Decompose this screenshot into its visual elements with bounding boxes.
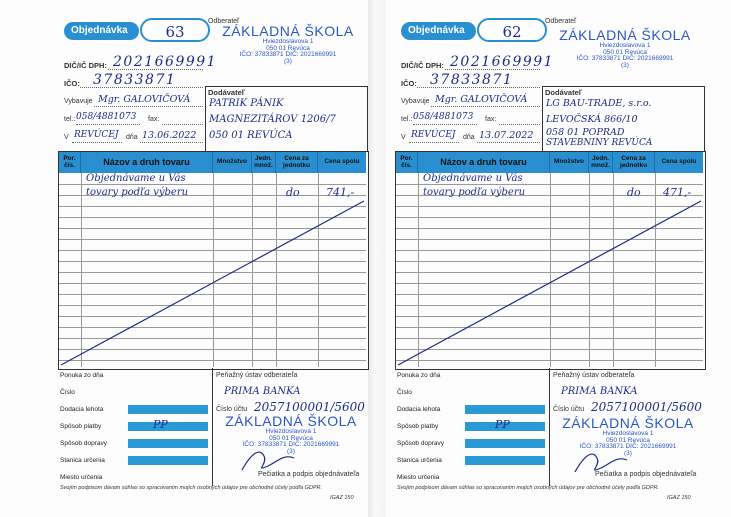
fax-label: fax: [485,116,497,123]
cislo-uctu-label: Číslo účtu [216,406,248,413]
dic-dph-label: DIČ/IČ DPH: [64,61,107,70]
stamp-city: 050 01 Revúca [269,434,313,442]
odberatel-label: Odberateľ [208,18,240,25]
stanica-label: Stanica určenia [397,457,442,464]
cislo-uctu-label: Číslo účtu [553,406,585,413]
dodavatel-label: Dodávateľ [208,88,245,97]
penazny-label: Peňažný ústav odberateľa [553,372,635,379]
dodavatel-line2: MAGNEZITÁROV 1206/7 [209,114,336,125]
v-label: V [401,134,406,141]
col-jedn: Jedn. množ. [252,152,276,173]
order-form-62 [395,6,705,506]
cislo-label: Číslo [60,389,75,396]
form-code: IGAZ 150 [330,495,354,501]
vybavuje-value: Mgr. GALOVIČOVÁ [435,94,528,105]
peciatka-label: Pečiatka a podpis objednávateľa [595,471,697,478]
col-cena-spolu: Cena spolu [661,158,697,166]
tel-label: tel.: [64,116,76,123]
penazny-value: PRIMA BANKA [224,386,301,397]
order-number-label: Objednávka č.: [401,22,476,40]
miesto-label: Miesto určenia [397,474,440,481]
miesto-row [60,470,210,486]
cislo-row [60,385,210,401]
dodavatel-line2: LEVOČSKÁ 866/10 [546,114,638,125]
gdpr-note: Svojím podpisom dávam súhlas so spracovaním mojich osobných údajov pre obchodné účely podľa GDPR. [397,485,660,491]
dodacia-row [397,402,547,418]
sposob-platby-row [60,419,210,435]
dodacia-row [60,402,210,418]
order-number-value: 63 [140,18,210,42]
col-nazov: Názov a druh tovaru [418,152,550,173]
stanica-label: Stanica určenia [60,457,105,464]
school-street: Hviezdoslavova 1 [262,37,314,45]
col-cena-spolu: Cena spolu [324,158,360,166]
school-ids: IČO: 37833871 DIČ: 2021669991 [576,55,674,63]
ponuka-label: Ponuka zo dňa [60,372,104,379]
school-ids: IČO: 37833871 DIČ: 2021669991 [239,51,337,59]
ponuka-label: Ponuka zo dňa [397,372,441,379]
tel-label: tel.: [401,116,413,123]
school-street: Hviezdoslavova 1 [599,41,651,49]
vybavuje-label: Vybavuje [64,98,93,105]
stanica-row [60,453,210,469]
school-city: 050 01 Revúca [266,44,310,52]
table-grid [59,173,366,367]
school-name: ZÁKLADNÁ ŠKOLA [559,27,691,43]
school-code: (3) [621,62,629,70]
fax-label: fax: [148,116,160,123]
stamp-code: (3) [287,448,295,456]
dodavatel-line1: PATRIK PÁNIK [209,98,284,109]
miesto-row [397,470,547,486]
col-cena-za: Cena za jednotku [276,152,318,173]
dic-dph-label: DIČ/IČ DPH: [401,61,444,70]
ico-value: 37833871 [93,72,177,88]
cislo-row [397,385,547,401]
penazny-value: PRIMA BANKA [561,386,638,397]
stanica-row [397,453,547,469]
school-name: ZÁKLADNÁ ŠKOLA [222,23,354,39]
school-stamp-header [545,28,705,70]
dna-label: dňa [126,134,138,141]
vybavuje-label: Vybavuje [401,98,430,105]
stamp-street: Hviezdoslavova 1 [602,429,654,437]
item-line1: Objednávame u Vás [423,173,523,184]
cislo-label: Číslo [397,389,412,396]
cislo-uctu-value: 2057100001/5600 [591,400,702,414]
dodavatel-line3: 058 01 POPRAD [546,127,625,138]
order-number-label: Objednávka č.: [64,22,139,40]
order-form-63 [58,6,368,506]
item-cena: 471,- [663,186,692,199]
sposob-dopravy-row [60,436,210,452]
stamp-name: ZÁKLADNÁ ŠKOLA [225,413,357,429]
miesto-label: Miesto určenia [60,474,103,481]
form-code: IGAZ 150 [667,495,691,501]
dna-value: 13.07.2022 [479,130,534,141]
item-line1: Objednávame u Vás [86,173,186,184]
school-city: 050 01 Revúca [603,48,647,56]
tel-value: 058/4881073 [413,112,474,122]
col-cena-za: Cena za jednotku [613,152,655,173]
item-line2: tovary podľa výberu [423,187,526,198]
gdpr-note: Svojím podpisom dávam súhlas so spracovaním mojich osobných údajov pre obchodné účely podľa GDPR. [60,485,323,491]
dodacia-label: Dodacia lehota [60,406,104,413]
peciatka-label: Pečiatka a podpis objednávateľa [258,471,360,478]
col-por: Por. čís. [396,152,418,173]
col-mnozstvo: Množstvo [213,152,252,173]
item-line2: tovary podľa výberu [86,187,189,198]
ico-label: IČO: [64,79,80,88]
school-code: (3) [284,58,292,66]
cislo-uctu-value: 2057100001/5600 [254,400,365,414]
dodavatel-label: Dodávateľ [545,88,582,97]
stamp-code: (3) [624,450,632,458]
sposob-platby-label: Spôsob platby [60,423,102,430]
page-gutter [368,0,386,517]
stamp-name: ZÁKLADNÁ ŠKOLA [562,415,694,431]
ponuka-row [60,368,210,384]
col-mnozstvo: Množstvo [550,152,589,173]
sposob-platby-row [397,419,547,435]
penazny-label: Peňažný ústav odberateľa [216,372,298,379]
stamp-city: 050 01 Revúca [606,436,650,444]
item-cena: 741,- [326,186,355,199]
ico-label: IČO: [401,79,417,88]
sposob-dopravy-label: Spôsob dopravy [397,440,444,447]
school-stamp-header [208,24,368,66]
table-header [396,152,703,173]
table-grid [396,173,703,367]
col-nazov: Názov a druh tovaru [81,152,213,173]
order-number-value: 62 [477,18,547,42]
dodavatel-line4: STAVEBNINY REVÚCA [546,138,653,148]
sposob-platby-label: Spôsob platby [397,423,439,430]
col-jedn: Jedn. množ. [589,152,613,173]
ponuka-row [397,368,547,384]
dna-value: 13.06.2022 [142,130,197,141]
dodavatel-line3: 050 01 REVÚCA [209,130,293,141]
vybavuje-value: Mgr. GALOVIČOVÁ [98,94,191,105]
dna-label: dňa [463,134,475,141]
col-por: Por. čís. [59,152,81,173]
table-header [59,152,366,173]
v-value: REVÚCEJ [74,130,119,140]
dic-dph-value: 2021669991 [113,54,218,70]
stamp-street: Hviezdoslavova 1 [265,427,317,435]
odberatel-label: Odberateľ [545,18,577,25]
sposob-dopravy-row [397,436,547,452]
v-label: V [64,134,69,141]
dodacia-label: Dodacia lehota [397,406,441,413]
dodavatel-line1: LG BAU-TRADE, s.r.o. [546,98,652,109]
sposob-platby-value: PP [153,418,168,431]
strike-line [59,173,366,367]
strike-line [396,173,703,367]
stamp-ids: IČO: 37833871 DIČ: 2021669991 [579,443,677,451]
stamp-ids: IČO: 37833871 DIČ: 2021669991 [242,441,340,449]
item-mnozstvo: do [286,186,300,199]
ico-value: 37833871 [430,72,514,88]
dic-dph-value: 2021669991 [450,54,555,70]
v-value: REVÚCEJ [411,130,456,140]
tel-value: 058/4881073 [76,112,137,122]
item-mnozstvo: do [627,186,641,199]
sposob-dopravy-label: Spôsob dopravy [60,440,107,447]
sposob-platby-value: PP [495,418,510,431]
